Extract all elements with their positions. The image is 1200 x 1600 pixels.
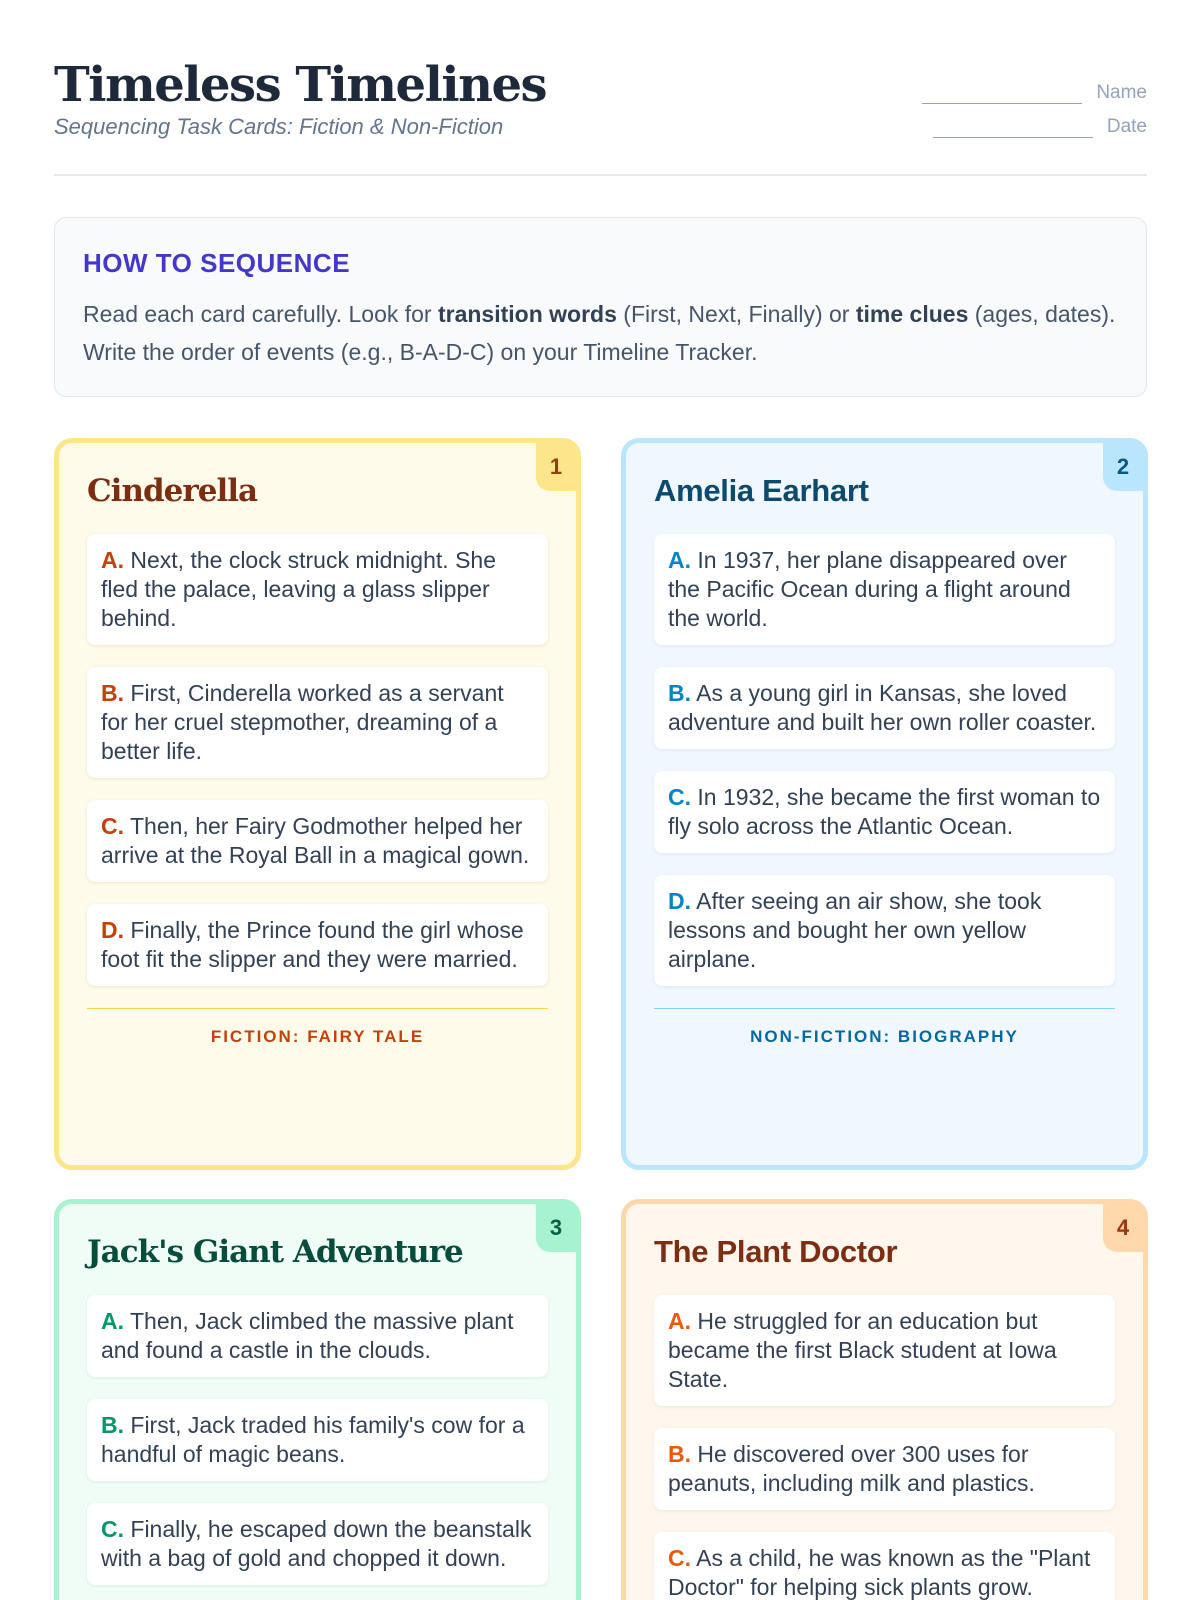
card-genre-label: FICTION: FAIRY TALE	[87, 1008, 548, 1047]
name-label: Name	[1096, 82, 1147, 103]
card-title: Amelia Earhart	[654, 473, 869, 508]
event-text: He discovered over 300 uses for peanuts, including milk and plastics.	[668, 1441, 1035, 1496]
event-text: He struggled for an education but became the first Black student at Iowa State.	[668, 1308, 1057, 1392]
event-item	[87, 1503, 548, 1585]
event-letter: B.	[668, 1441, 691, 1467]
task-card-the-plant-doctor	[621, 1199, 1148, 1600]
event-item	[87, 534, 548, 645]
instructions-title: HOW TO SEQUENCE	[83, 248, 351, 278]
event-letter: A.	[101, 547, 124, 573]
instructions-text	[83, 295, 1118, 371]
instructions-text-part: (First, Next, Finally) or	[616, 301, 856, 327]
event-letter: A.	[668, 547, 691, 573]
event-text: In 1932, she became the first woman to fly solo across the Atlantic Ocean.	[668, 784, 1101, 839]
event-letter: C.	[101, 1516, 124, 1542]
event-text: Then, Jack climbed the massive plant and found a castle in the clouds.	[101, 1308, 514, 1363]
instructions-text-part: Read each card carefully. Look for	[83, 301, 438, 327]
event-item	[654, 1295, 1115, 1406]
event-text: First, Jack traded his family's cow for a handful of magic beans.	[101, 1412, 525, 1467]
event-item	[654, 667, 1115, 749]
instructions-bold-term: transition words	[437, 301, 617, 327]
name-field[interactable]	[922, 80, 1082, 104]
date-label: Date	[1106, 116, 1147, 137]
event-letter: B.	[101, 1412, 124, 1438]
card-title: Cinderella	[87, 473, 258, 509]
event-item	[654, 1532, 1115, 1600]
event-text: As a child, he was known as the "Plant Doctor" for helping sick plants grow.	[668, 1545, 1091, 1600]
date-row	[907, 104, 1147, 138]
event-text: As a young girl in Kansas, she loved adventure and built her own roller coaster.	[668, 680, 1097, 735]
name-row	[907, 70, 1147, 104]
event-letter: D.	[101, 917, 124, 943]
task-card-jacks-giant-adventure	[54, 1199, 581, 1600]
card-number-badge: 1	[536, 443, 576, 491]
event-item	[87, 800, 548, 882]
event-text: First, Cinderella worked as a servant for her cruel stepmother, dreaming of a better life.	[101, 680, 504, 764]
event-item	[87, 667, 548, 778]
event-item	[87, 904, 548, 986]
page-title: Timeless Timelines	[54, 57, 547, 113]
event-text: After seeing an air show, she took lessons and bought her own yellow airplane.	[668, 888, 1042, 972]
card-number-badge: 4	[1103, 1204, 1143, 1252]
event-letter: B.	[101, 680, 124, 706]
page-subtitle: Sequencing Task Cards: Fiction & Non-Fiction	[54, 114, 504, 139]
name-date-box	[907, 70, 1147, 138]
event-text: Finally, he escaped down the beanstalk with a bag of gold and chopped it down.	[101, 1516, 532, 1571]
event-text: Then, her Fairy Godmother helped her arrive at the Royal Ball in a magical gown.	[101, 813, 530, 868]
event-item	[87, 1399, 548, 1481]
card-genre-label: NON-FICTION: BIOGRAPHY	[654, 1008, 1115, 1047]
event-letter: C.	[668, 1545, 691, 1571]
event-text: Finally, the Prince found the girl whose foot fit the slipper and they were married.	[101, 917, 524, 972]
event-item	[654, 1428, 1115, 1510]
instructions-box	[54, 217, 1147, 397]
event-item	[654, 771, 1115, 853]
card-title: The Plant Doctor	[654, 1234, 898, 1269]
event-letter: D.	[668, 888, 691, 914]
card-number-badge: 2	[1103, 443, 1143, 491]
event-item	[654, 534, 1115, 645]
event-text: In 1937, her plane disappeared over the Pacific Ocean during a flight around the world.	[668, 547, 1071, 631]
event-letter: A.	[101, 1308, 124, 1334]
instructions-text-part: (ages, dates). Write the order of events (e.g., B-A-D-C) on your Timeline Tracker.	[83, 301, 1116, 365]
event-letter: C.	[101, 813, 124, 839]
card-number-badge: 3	[536, 1204, 576, 1252]
event-letter: C.	[668, 784, 691, 810]
event-letter: B.	[668, 680, 691, 706]
worksheet-header	[54, 56, 1147, 176]
instructions-bold-term: time clues	[855, 301, 969, 327]
task-card-cinderella	[54, 438, 581, 1170]
event-item	[654, 875, 1115, 986]
event-letter: A.	[668, 1308, 691, 1334]
event-text: Next, the clock struck midnight. She fled the palace, leaving a glass slipper behind.	[101, 547, 496, 631]
date-field[interactable]	[933, 114, 1093, 138]
event-item	[87, 1295, 548, 1377]
card-title: Jack's Giant Adventure	[87, 1234, 463, 1270]
task-card-amelia-earhart	[621, 438, 1148, 1170]
